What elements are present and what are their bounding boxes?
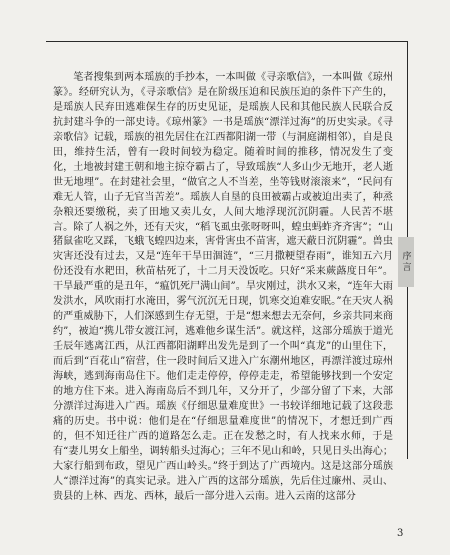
paragraph: 笔者搜集到两本瑶族的手抄本，一本叫做《寻亲歌信》，一本叫做《琼州篆》。经研究认为，《寻亲歌信》是在阶级压迫和民族压迫的条件下产生的，是瑶族人民弃田逃难保生存的历史见证，是瑶族人民和其他民族人民联合反抗封建斗争的一部史诗。《琼州篆》一书是瑶族“漂洋过海”的历史实录。《寻亲歌信》记载，瑶族的祖先居住在江西都阳湖一带（与洞庭湖相邻），自是良田，维持生活，曾有一段时间较为稳定。随着时间的推移，情况发生了变化，土地被封建王朝和地主掠夺霸占了，导致瑶族“人多山少无地开，老人逝世无地埋”。在封建社会里，“做官之人不当差，坐等钱财滚滚来”，“民问有难无人管，山子无官当苦差”。瑶族人自垦的良田被霸占或被迫出卖了，种烝杂粮还要缴税，卖了田地又卖儿女，人间大地浮现沉沉阴霾。人民苦不堪言。除了人祸之外，还有天灾，“稻飞虱虫张呀呀叫，蝗虫蚂蚱齐齐害”；“山猪鼠雀吃又踩，飞蛾飞蝗四边来，害骨害虫不苗害，遮天蔽日沉阴霾”。兽虫灾害还没有过去，又是“连年干旱田涸涟”，“三月撒粳望春雨”，谁知五六月份还没有水耙田，秋苗枯死了，十二月天没饭吃。只好“采来蕨蕗度日年”。干旱最严重的是丑年，“瘟饥死尸满山间”。旱灾刚过，洪水又来，“连年大雨发洪水，风吹雨打水淹田，雾气沉沉无日现，饥寒交迫难安眠。”在天灾人祸的严重威胁下，人们深感到生存无望，于是“想来想去无奈何，乡亲共同来商约”，被迫“携儿带女渡江河，逃难他乡谋生活”。就这样，这部分瑶族于道光壬辰年逃离江西，从江西都阳湖畔出发先是到了一个叫“真龙”的山里住下，而后到“百花山”宿营，住一段时间后又进入广东潮州地区，再漂洋渡过琼州海峡，逃到海南岛住下。他们走走停停，停停走走，希望能够找到一个安定的地方住下来。进入海南岛后不到几年，又分开了，少部分留了下来，大部分漂洋过海进入广西。瑶族《仔细思量难度世》一书较详细地记载了这段悲痛的历史。书中说：他们是在“仔细思量难度世”的情况下，才想迁到广西的，但不知迁往广西的道路怎么走。正在发愁之时，有人找来水师，于是有“妻儿男女上船坐，调转船头过海心；三年不见山和岭，只见日头出海心；大家行船到布政，望见广西山岭头。”终于到达了广西境内。这是这部分瑶族人“漂洋过海”的真实记录。进入广西的这部分瑶族，先后住过廉州、灵山、贵县的上林、西龙、西林，最后一部分进入云南。进入云南的这部分 [53,72,393,502]
page-number: 3 [397,528,404,539]
section-tab-label: 序言 [400,251,411,273]
body-text [53,71,393,505]
top-rule-line [46,41,408,42]
section-side-tab [398,237,414,287]
